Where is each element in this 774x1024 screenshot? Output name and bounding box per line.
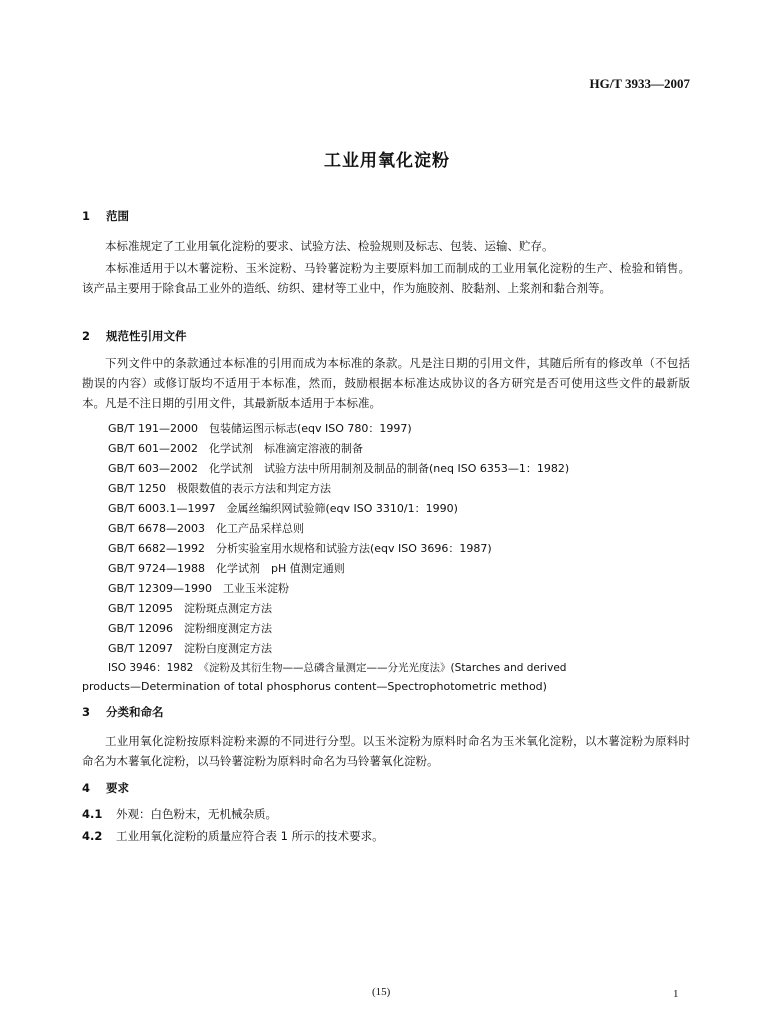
section-title: 分类和命名 (106, 705, 164, 719)
reference-item: GB/T 601—2002 化学试剂 标准滴定溶液的制备 (108, 442, 363, 455)
section-number: 3 (82, 705, 91, 719)
section-3-heading (82, 704, 164, 720)
section-2-heading (82, 328, 187, 344)
reference-item: GB/T 6003.1—1997 金属丝编织网试验筛(eqv ISO 3310/1：1990) (108, 502, 458, 515)
clause-number: 4.2 (82, 829, 103, 843)
footer-center-page: (15) (372, 986, 391, 998)
normative-intro: 下列文件中的条款通过本标准的引用而成为本标准的条款。凡是注日期的引用文件，其随后所有的修改单（不包括勘误的内容）或修订版均不适用于本标准，然而，鼓励根据本标准达成协议的各方研究是否可使用这些文件的最新版本。凡是不注日期的引用文件，其最新版本适用于本标准。 (82, 356, 690, 410)
reference-item: GB/T 12097 淀粉白度测定方法 (108, 642, 272, 655)
reference-item: GB/T 6678—2003 化工产品采样总则 (108, 522, 304, 535)
reference-item: GB/T 9724—1988 化学试剂 pH 值测定通则 (108, 562, 345, 575)
section-number: 1 (82, 209, 91, 223)
section-4-heading (82, 780, 129, 796)
reference-item: GB/T 12309—1990 工业玉米淀粉 (108, 582, 289, 595)
clause-text: 工业用氧化淀粉的质量应符合表 1 所示的技术要求。 (116, 829, 384, 843)
section-title: 要求 (106, 781, 129, 795)
section-number: 4 (82, 781, 91, 795)
page-number: 1 (673, 988, 679, 1000)
reference-iso-line-1: ISO 3946：1982 《淀粉及其衍生物——总磷含量测定——分光光度法》(Starches and derived (108, 662, 567, 674)
section-title: 规范性引用文件 (106, 329, 187, 343)
reference-item: GB/T 6682—1992 分析实验室用水规格和试验方法(eqv ISO 3696：1987) (108, 542, 492, 555)
section-number: 2 (82, 329, 91, 343)
clause-text: 外观：白色粉末，无机械杂质。 (116, 807, 277, 821)
document-title: 工业用氧化淀粉 (324, 151, 450, 171)
reference-item: GB/T 12096 淀粉细度测定方法 (108, 622, 272, 635)
reference-item: GB/T 12095 淀粉斑点测定方法 (108, 602, 272, 615)
scope-paragraph-2: 本标准适用于以木薯淀粉、玉米淀粉、马铃薯淀粉为主要原料加工而制成的工业用氧化淀粉的生产、检验和销售。该产品主要用于除食品工业外的造纸、纺织、建材等工业中，作为施胶剂、胶黏剂、上浆剂和黏合剂等。 (82, 261, 690, 295)
reference-iso-line-2: products—Determination of total phosphorus content—Spectrophotometric method) (82, 680, 547, 693)
classification-paragraph: 工业用氧化淀粉按原料淀粉来源的不同进行分型。以玉米淀粉为原料时命名为玉米氧化淀粉，以木薯淀粉为原料时命名为木薯氧化淀粉，以马铃薯淀粉为原料时命名为马铃薯氧化淀粉。 (82, 734, 690, 768)
reference-item: GB/T 1250 极限数值的表示方法和判定方法 (108, 482, 331, 495)
standard-number: HG/T 3933—2007 (589, 76, 690, 91)
reference-item: GB/T 603—2002 化学试剂 试验方法中所用制剂及制品的制备(neq ISO 6353—1：1982) (108, 462, 570, 475)
clause-number: 4.1 (82, 807, 103, 821)
reference-item: GB/T 191—2000 包装储运图示标志(eqv ISO 780：1997) (108, 422, 412, 435)
section-title: 范围 (106, 209, 129, 223)
requirement-4-2 (82, 828, 384, 844)
section-1-heading (82, 208, 129, 224)
requirement-4-1 (82, 806, 277, 822)
scope-paragraph-1: 本标准规定了工业用氧化淀粉的要求、试验方法、检验规则及标志、包装、运输、贮存。 (105, 239, 554, 253)
